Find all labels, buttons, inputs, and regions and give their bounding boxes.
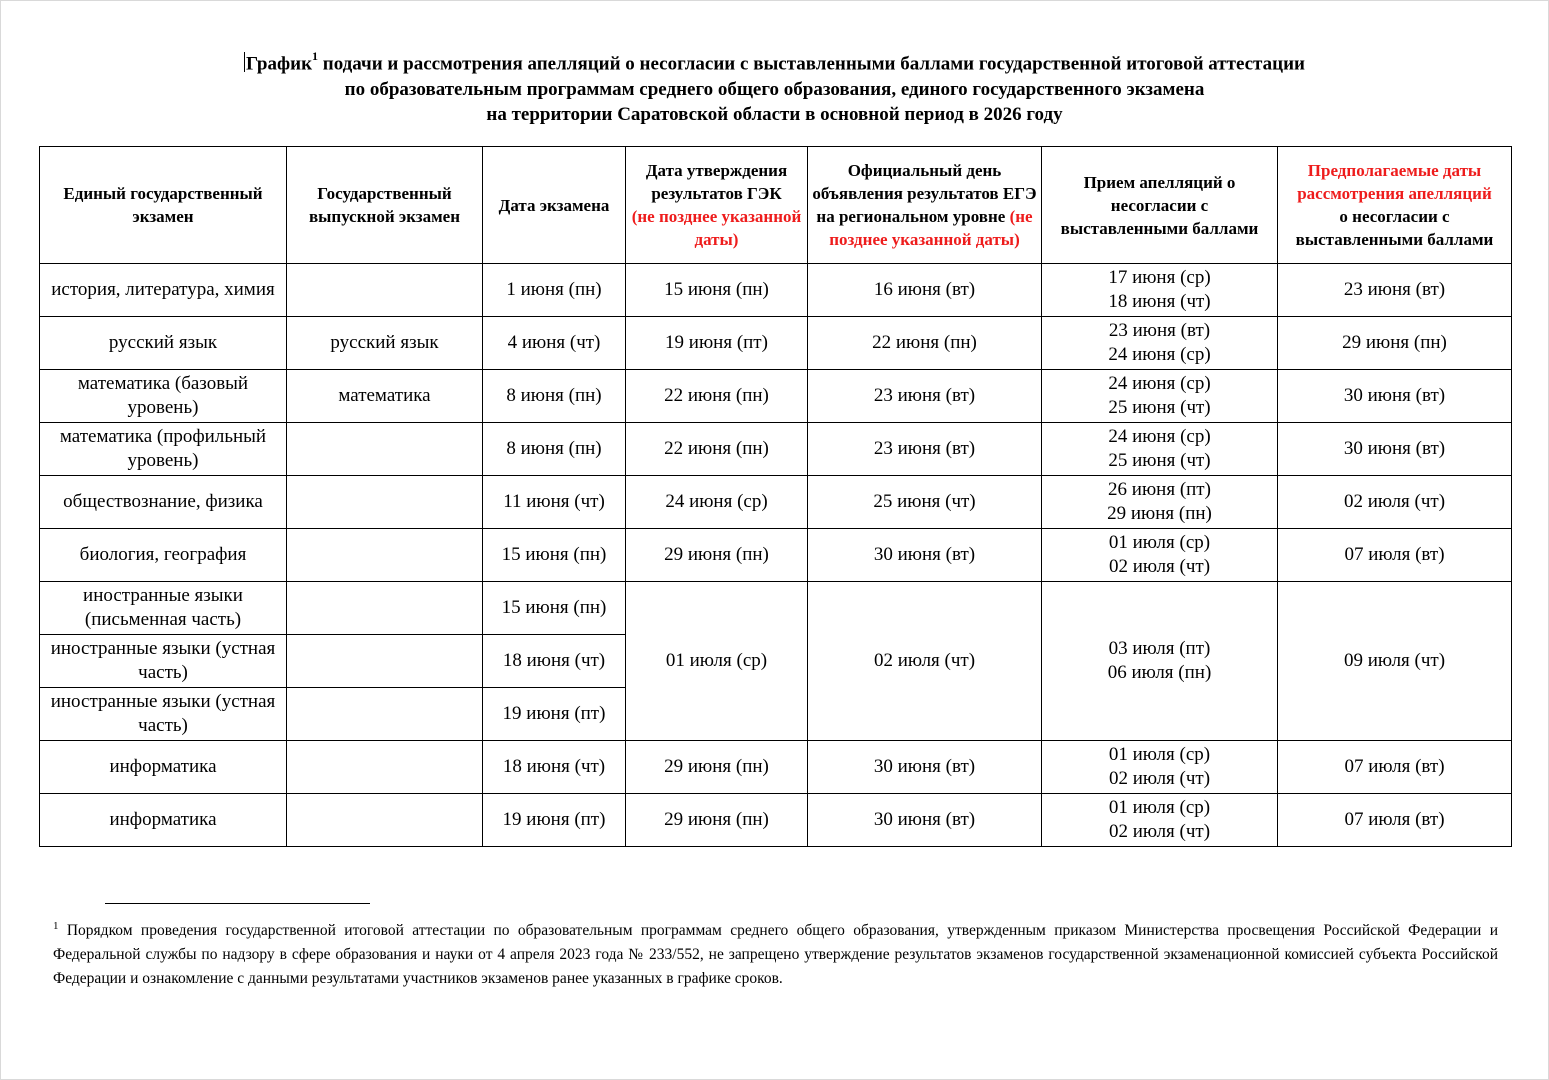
cell-intake-1: 17 июня (ср) xyxy=(1108,267,1211,288)
cell-intake xyxy=(1042,370,1278,423)
header-review xyxy=(1278,147,1512,264)
cell-ege: информатика xyxy=(40,794,287,847)
cell-exam-date: 18 июня (чт) xyxy=(483,635,626,688)
cell-announce: 25 июня (чт) xyxy=(808,476,1042,529)
cell-gve: математика xyxy=(287,370,483,423)
cell-gek-date: 29 июня (пн) xyxy=(626,794,808,847)
cell-exam-date: 8 июня (пн) xyxy=(483,370,626,423)
cell-announce: 23 июня (вт) xyxy=(808,370,1042,423)
cell-exam-date: 15 июня (пн) xyxy=(483,529,626,582)
title-line-1-rest: подачи и рассмотрения апелляций о несогласии с выставленными баллами государственной итоговой аттестации xyxy=(318,53,1305,75)
cell-gve xyxy=(287,264,483,317)
cell-review: 07 июля (вт) xyxy=(1278,794,1512,847)
cell-intake-2: 02 июля (чт) xyxy=(1108,821,1211,842)
title-word: График xyxy=(246,53,313,75)
header-exam-date: Дата экзамена xyxy=(483,147,626,264)
cell-intake-1: 24 июня (ср) xyxy=(1108,426,1211,447)
cell-ege: иностранные языки (устная часть) xyxy=(40,688,287,741)
title-line-3: на территории Саратовской области в основной период в 2026 году xyxy=(486,104,1063,126)
cell-ege: история, литература, химия xyxy=(40,264,287,317)
header-announce-note: (не позднее указанной даты) xyxy=(829,207,1033,249)
cell-intake-2: 25 июня (чт) xyxy=(1108,397,1211,418)
cell-intake xyxy=(1042,264,1278,317)
cell-review: 07 июля (вт) xyxy=(1278,741,1512,794)
table-row xyxy=(40,741,1512,794)
cell-ege: иностранные языки (письменная часть) xyxy=(40,582,287,635)
header-review-suffix: о несогласии с выставленными баллами xyxy=(1295,207,1494,249)
cell-intake xyxy=(1042,529,1278,582)
cell-gek-date: 29 июня (пн) xyxy=(626,529,808,582)
cell-review: 07 июля (вт) xyxy=(1278,529,1512,582)
table-row xyxy=(40,476,1512,529)
cell-exam-date: 1 июня (пн) xyxy=(483,264,626,317)
footnote-mark: 1 xyxy=(53,920,59,932)
cell-gve xyxy=(287,794,483,847)
header-announce xyxy=(808,147,1042,264)
cell-intake-1: 26 июня (пт) xyxy=(1108,479,1211,500)
cell-exam-date: 11 июня (чт) xyxy=(483,476,626,529)
cell-intake-2: 02 июля (чт) xyxy=(1108,556,1211,577)
cell-gek-date: 22 июня (пн) xyxy=(626,423,808,476)
cell-ege: русский язык xyxy=(40,317,287,370)
cell-ege: математика (профильный уровень) xyxy=(40,423,287,476)
cell-gve: русский язык xyxy=(287,317,483,370)
cell-exam-date: 15 июня (пн) xyxy=(483,582,626,635)
cell-ege: иностранные языки (устная часть) xyxy=(40,635,287,688)
header-appeal-intake: Прием апелляций о несогласии с выставленными баллами xyxy=(1042,147,1278,264)
cell-intake-1: 03 июля (пт) xyxy=(1108,638,1211,659)
header-review-label: Предполагаемые даты рассмотрения апелляций xyxy=(1297,161,1492,203)
cell-gek-date: 29 июня (пн) xyxy=(626,741,808,794)
cell-intake xyxy=(1042,317,1278,370)
cell-ege: информатика xyxy=(40,741,287,794)
cell-intake-2: 24 июня (ср) xyxy=(1108,344,1211,365)
cell-review: 02 июля (чт) xyxy=(1278,476,1512,529)
cell-gve xyxy=(287,582,483,635)
cell-intake xyxy=(1042,423,1278,476)
cell-gek-date: 19 июня (пт) xyxy=(626,317,808,370)
title-line-1 xyxy=(0,46,1549,77)
cell-intake-1: 24 июня (ср) xyxy=(1108,373,1211,394)
cell-review: 30 июня (вт) xyxy=(1278,370,1512,423)
cell-gve xyxy=(287,635,483,688)
cell-announce: 02 июля (чт) xyxy=(808,582,1042,741)
footnote-text: Порядком проведения государственной итоговой аттестации по образовательным программам среднего общего образования, утвержденным приказом Министерства просвещения Российской Федерации и Федеральной службы по надзору в сфере образования и науки от 4 апреля 2023 года № 233/552, не запрещено утверждение результатов экзаменов государственной экзаменационной комиссией субъекта Российской Федерации и ознакомление с данными результатами участников экзаменов ранее указанных в графике сроков. xyxy=(53,922,1498,988)
table-row xyxy=(40,264,1512,317)
cell-announce: 22 июня (пн) xyxy=(808,317,1042,370)
cell-ege: биология, география xyxy=(40,529,287,582)
cell-exam-date: 19 июня (пт) xyxy=(483,794,626,847)
cell-intake-1: 23 июня (вт) xyxy=(1108,320,1211,341)
table-row xyxy=(40,423,1512,476)
cell-gek-date: 15 июня (пн) xyxy=(626,264,808,317)
footnote-separator xyxy=(105,903,370,904)
cell-announce: 30 июня (вт) xyxy=(808,794,1042,847)
cell-announce: 30 июня (вт) xyxy=(808,529,1042,582)
cell-intake xyxy=(1042,741,1278,794)
header-gek-note: (не позднее указанной даты) xyxy=(631,207,802,249)
cell-announce: 30 июня (вт) xyxy=(808,741,1042,794)
cell-announce: 23 июня (вт) xyxy=(808,423,1042,476)
header-announce-label: Официальный день объявления результатов ЕГЭ на региональном уровне xyxy=(812,161,1037,226)
cell-ege: математика (базовый уровень) xyxy=(40,370,287,423)
footnote xyxy=(53,914,1498,991)
header-gve: Государственный выпускной экзамен xyxy=(287,147,483,264)
cell-intake-2: 18 июня (чт) xyxy=(1108,291,1211,312)
header-gek-date-label: Дата утверждения результатов ГЭК xyxy=(645,161,788,203)
cell-intake-2: 29 июня (пн) xyxy=(1107,503,1212,524)
cell-ege: обществознание, физика xyxy=(40,476,287,529)
table-row xyxy=(40,529,1512,582)
cell-intake xyxy=(1042,794,1278,847)
cell-intake xyxy=(1042,476,1278,529)
cell-intake-1: 01 июля (ср) xyxy=(1108,532,1211,553)
cell-review: 29 июня (пн) xyxy=(1278,317,1512,370)
cell-exam-date: 4 июня (чт) xyxy=(483,317,626,370)
cell-intake-2: 02 июля (чт) xyxy=(1108,768,1211,789)
table-row xyxy=(40,794,1512,847)
cell-exam-date: 8 июня (пн) xyxy=(483,423,626,476)
cell-intake-1: 01 июля (ср) xyxy=(1108,797,1211,818)
cell-review: 23 июня (вт) xyxy=(1278,264,1512,317)
header-gek-date xyxy=(626,147,808,264)
cell-gve xyxy=(287,423,483,476)
table-header-row xyxy=(40,147,1512,264)
cell-intake-2: 25 июня (чт) xyxy=(1108,450,1211,471)
cell-intake-2: 06 июля (пн) xyxy=(1107,662,1212,683)
header-ege: Единый государственный экзамен xyxy=(40,147,287,264)
cell-intake-1: 01 июля (ср) xyxy=(1108,744,1211,765)
cell-gek-date: 24 июня (ср) xyxy=(626,476,808,529)
cell-exam-date: 18 июня (чт) xyxy=(483,741,626,794)
title-line-2: по образовательным программам среднего общего образования, единого государственного экзамена xyxy=(344,78,1205,100)
cell-gve xyxy=(287,529,483,582)
cell-intake xyxy=(1042,582,1278,741)
footnote-ref[interactable]: 1 xyxy=(312,49,319,63)
text-cursor xyxy=(244,52,245,72)
cell-gve xyxy=(287,741,483,794)
schedule-table xyxy=(39,146,1512,847)
table-row xyxy=(40,317,1512,370)
cell-gve xyxy=(287,476,483,529)
cell-review: 30 июня (вт) xyxy=(1278,423,1512,476)
cell-gek-date: 01 июля (ср) xyxy=(626,582,808,741)
cell-gek-date: 22 июня (пн) xyxy=(626,370,808,423)
cell-announce: 16 июня (вт) xyxy=(808,264,1042,317)
table-row xyxy=(40,370,1512,423)
cell-review: 09 июля (чт) xyxy=(1278,582,1512,741)
document-title xyxy=(0,46,1549,128)
cell-gve xyxy=(287,688,483,741)
table-row xyxy=(40,582,1512,635)
cell-exam-date: 19 июня (пт) xyxy=(483,688,626,741)
